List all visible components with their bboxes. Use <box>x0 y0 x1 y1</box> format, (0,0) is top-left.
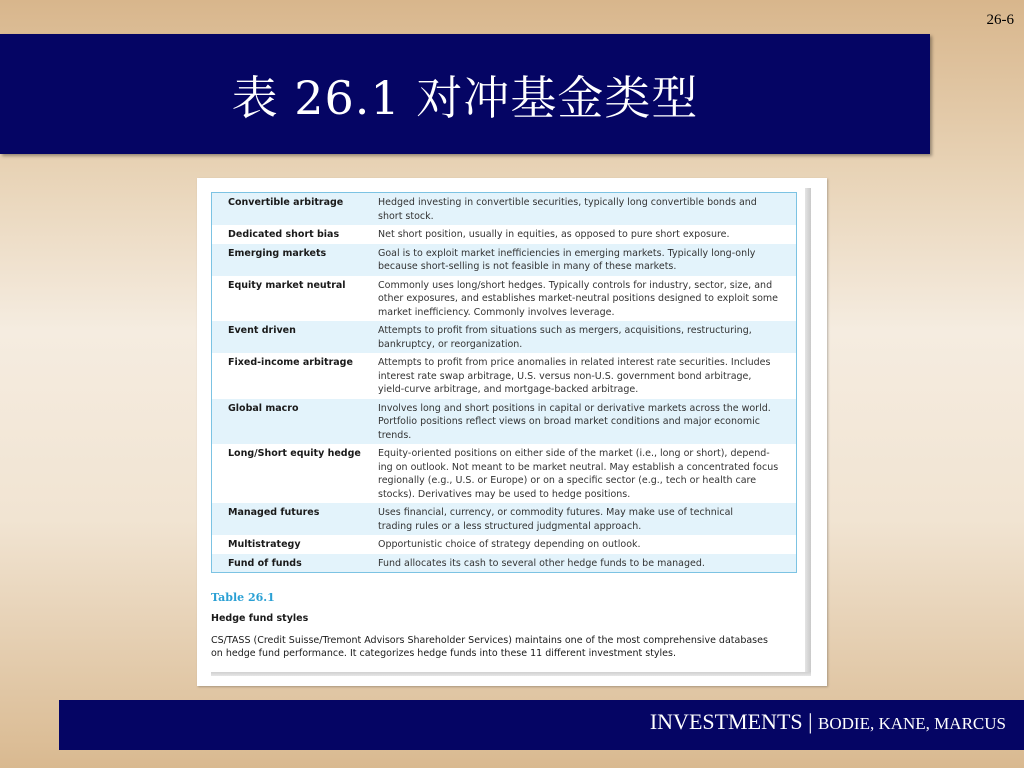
description-line: yield-curve arbitrage, and mortgage-backed arbitrage. <box>378 384 639 395</box>
fund-type-cell: Dedicated short bias <box>228 229 340 240</box>
description-line: Equity-oriented positions on either side of the market (i.e., long or short), depend- <box>378 448 770 459</box>
fund-type-cell: Equity market neutral <box>228 279 346 291</box>
table-row <box>212 276 797 322</box>
fund-description-cell <box>372 353 797 399</box>
footer-separator: | <box>802 709 819 734</box>
description-line: regionally (e.g., U.S. or Europe) or on a specific sector (e.g., tech or health care <box>378 475 757 486</box>
description-line: ing on outlook. Not meant to be market neutral. May establish a concentrated focus <box>378 461 779 473</box>
description-line: Uses financial, currency, or commodity futures. May make use of technical <box>378 507 734 518</box>
fund-description-cell <box>372 399 797 445</box>
fund-type-cell: Emerging markets <box>228 247 327 259</box>
fund-type-cell: Fund of funds <box>228 557 302 569</box>
table-caption-text <box>211 634 801 660</box>
fund-description-cell <box>372 535 797 554</box>
table-body <box>212 193 797 573</box>
table-row <box>212 244 797 276</box>
panel-shadow-right <box>805 188 811 676</box>
fund-type-cell: Convertible arbitrage <box>228 197 344 208</box>
fund-description-cell <box>372 321 797 353</box>
description-line: Commonly uses long/short hedges. Typically controls for industry, sector, size, and <box>378 279 773 291</box>
fund-description-cell <box>372 276 797 322</box>
table-row <box>212 353 797 399</box>
table-row <box>212 321 797 353</box>
description-line: Portfolio positions reflect views on broad market conditions and major economic trends. <box>378 416 760 441</box>
table-caption-subtitle: Hedge fund styles <box>211 613 309 624</box>
table-row <box>212 225 797 244</box>
title-bar <box>0 34 930 154</box>
table-row <box>212 554 797 573</box>
table-row <box>212 503 797 535</box>
description-line: Involves long and short positions in capital or derivative markets across the world. <box>378 402 771 414</box>
description-line: trading rules or a less structured judgmental approach. <box>378 520 642 532</box>
table-row <box>212 399 797 445</box>
table-row <box>212 193 797 226</box>
fund-type-cell: Event driven <box>228 325 296 336</box>
slide-number: 26-6 <box>986 12 1014 28</box>
table-caption-title: Table 26.1 <box>211 591 275 604</box>
description-line: market inefficiency. Commonly involves leverage. <box>378 306 615 318</box>
caption-line: CS/TASS (Credit Suisse/Tremont Advisors Shareholder Services) maintains one of the most comprehensive databases <box>211 635 768 646</box>
fund-type-cell: Global macro <box>228 402 299 414</box>
description-line: because short-selling is not feasible in many of these markets. <box>378 261 677 272</box>
description-line: bankruptcy, or reorganization. <box>378 338 523 350</box>
description-line: short stock. <box>378 210 434 222</box>
panel-shadow-bottom <box>211 672 811 676</box>
description-line: Attempts to profit from price anomalies in related interest rate securities. Includes <box>378 357 771 368</box>
description-line: stocks). Derivatives may be used to hedge positions. <box>378 488 631 500</box>
fund-description-cell <box>372 503 797 535</box>
table-row <box>212 444 797 503</box>
footer-authors: BODIE, KANE, MARCUS <box>818 714 1006 733</box>
footer-book-title: INVESTMENTS <box>649 709 803 734</box>
fund-description-cell <box>372 193 797 226</box>
description-line: Net short position, usually in equities, as opposed to pure short exposure. <box>378 229 730 240</box>
fund-description-cell <box>372 444 797 503</box>
description-line: interest rate swap arbitrage, U.S. versus non-U.S. government bond arbitrage, <box>378 370 752 382</box>
caption-line: on hedge fund performance. It categorizes hedge funds into these 11 different investment styles. <box>211 648 676 659</box>
table-image-panel <box>197 178 827 686</box>
table-row <box>212 535 797 554</box>
footer-bar <box>59 700 1024 750</box>
description-line: other exposures, and establishes market-neutral positions designed to exploit some <box>378 293 779 304</box>
description-line: Attempts to profit from situations such as mergers, acquisitions, restructuring, <box>378 325 752 336</box>
slide-title: 表 26.1 对冲基金类型 <box>231 71 699 125</box>
description-line: Opportunistic choice of strategy depending on outlook. <box>378 539 641 550</box>
fund-type-cell: Long/Short equity hedge <box>228 448 361 459</box>
fund-description-cell <box>372 244 797 276</box>
footer-text <box>650 709 1006 735</box>
fund-type-cell: Multistrategy <box>228 539 301 550</box>
description-line: Hedged investing in convertible securities, typically long convertible bonds and <box>378 197 757 208</box>
description-line: Goal is to exploit market inefficiencies in emerging markets. Typically long-only <box>378 247 756 259</box>
fund-type-cell: Fixed-income arbitrage <box>228 357 353 368</box>
fund-description-cell <box>372 554 797 573</box>
description-line: Fund allocates its cash to several other hedge funds to be managed. <box>378 557 705 569</box>
fund-description-cell <box>372 225 797 244</box>
fund-type-cell: Managed futures <box>228 507 320 518</box>
hedge-fund-styles-table <box>211 192 797 573</box>
